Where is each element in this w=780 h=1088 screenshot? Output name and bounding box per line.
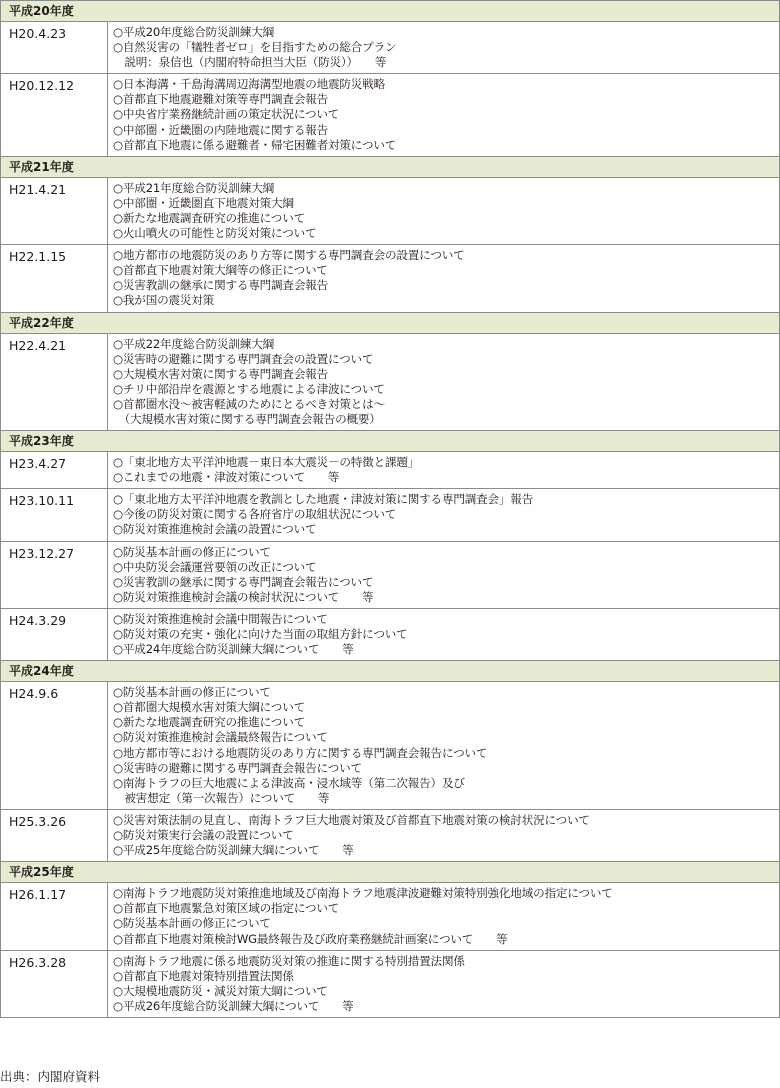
agenda-item: ○平成20年度総合防災訓練大綱 (113, 25, 274, 39)
agenda-item: ○我が国の震災対策 (113, 293, 215, 308)
agenda-item: ○新たな地震調査研究の推進について (113, 210, 305, 225)
agenda-item: （大規模水害対策に関する専門調査会報告の概要） (113, 411, 381, 426)
agenda-item: ○防災対策推進検討会議最終報告について (113, 730, 328, 745)
agenda-list (108, 542, 779, 608)
year-header: 平成22年度 (1, 313, 779, 334)
agenda-item: ○防災基本計画の修正について (113, 916, 271, 931)
agenda-item: ○平成21年度総合防災訓練大綱 (113, 180, 274, 195)
table-row (1, 883, 779, 950)
agenda-item: ○これまでの地震・津波対策について 等 (113, 470, 340, 485)
table-row (1, 810, 779, 862)
agenda-item: ○今後の防災対策に関する各府省庁の取組状況について (113, 507, 397, 522)
agenda-item: ○災害対策法制の見直し、南海トラフ巨大地震対策及び首都直下地震対策の検討状況について (113, 812, 590, 827)
agenda-list (108, 951, 779, 1017)
table-row (1, 74, 779, 156)
agenda-list (108, 883, 779, 949)
meeting-date: H24.9.6 (1, 682, 108, 809)
agenda-item: ○首都直下地震緊急対策区域の指定について (113, 901, 340, 916)
agenda-item: ○新たな地震調査研究の推進について (113, 715, 305, 730)
meeting-date: H26.1.17 (1, 883, 108, 949)
agenda-list (108, 682, 779, 809)
agenda-item: ○中央省庁業務継続計画の策定状況について (113, 107, 340, 122)
meeting-date: H20.4.23 (1, 22, 108, 73)
table-row (1, 489, 779, 541)
table-row (1, 452, 779, 489)
agenda-item: ○地方都市の地震防災のあり方等に関する専門調査会の設置について (113, 248, 465, 263)
agenda-item: ○平成25年度総合防災訓練大綱について 等 (113, 843, 354, 858)
table-row (1, 542, 779, 609)
year-header: 平成24年度 (1, 661, 779, 682)
meeting-date: H24.3.29 (1, 609, 108, 660)
table-row (1, 334, 779, 432)
agenda-item: ○防災対策推進検討会議中間報告について (113, 611, 328, 626)
table-row (1, 178, 779, 245)
agenda-item: ○自然災害の「犠牲者ゼロ」を目指すための総合プラン (113, 40, 397, 55)
agenda-item: ○日本海溝・千島海溝周辺海溝型地震の地震防災戦略 (113, 77, 385, 92)
agenda-item: ○災害教訓の継承に関する専門調査会報告について (113, 574, 374, 589)
agenda-item: ○南海トラフ地震防災対策推進地域及び南海トラフ地震津波避難対策特別強化地域の指定について (113, 886, 613, 901)
agenda-list (108, 452, 779, 488)
agenda-item: ○防災基本計画の修正について (113, 685, 271, 700)
agenda-item: ○平成24年度総合防災訓練大綱について 等 (113, 642, 354, 657)
agenda-item: ○チリ中部沿岸を震源とする地震による津波について (113, 381, 385, 396)
agenda-item: ○大規模地震防災・減災対策大綱について (113, 983, 328, 998)
agenda-item: ○防災対策推進検討会議の設置について (113, 522, 317, 537)
meeting-date: H23.4.27 (1, 452, 108, 488)
agenda-item: ○「東北地方太平洋沖地震－東日本大震災－の特徴と課題」 (113, 455, 420, 470)
agenda-list (108, 334, 779, 431)
agenda-item: 被害想定（第一次報告）について 等 (113, 790, 330, 805)
meeting-date: H22.1.15 (1, 245, 108, 311)
agenda-item: ○首都圏水没～被害軽減のためにとるべき対策とは～ (113, 396, 385, 411)
meeting-date: H23.12.27 (1, 542, 108, 608)
agenda-item: ○首都圏大規模水害対策大綱について (113, 700, 305, 715)
agenda-item: ○首都直下地震対策特別措置法関係 (113, 968, 294, 983)
source-note: 出典：内閣府資料 (0, 1069, 101, 1084)
agenda-item: ○防災対策実行会議の設置について (113, 828, 294, 843)
agenda-item: ○防災対策推進検討会議の検討状況について 等 (113, 589, 374, 604)
agenda-item: ○首都直下地震対策検討WG最終報告及び政府業務継続計画案について 等 (113, 931, 508, 946)
meeting-date: H23.10.11 (1, 489, 108, 540)
meeting-date: H21.4.21 (1, 178, 108, 244)
meeting-date: H20.12.12 (1, 74, 108, 155)
agenda-item: ○南海トラフの巨大地震による津波高・浸水域等（第二次報告）及び (113, 775, 465, 790)
agenda-item: ○平成22年度総合防災訓練大綱 (113, 336, 274, 351)
agenda-item: ○大規模水害対策に関する専門調査会報告 (113, 366, 329, 381)
year-header: 平成21年度 (1, 157, 779, 178)
agenda-list (108, 178, 779, 244)
agenda-item: ○災害教訓の継承に関する専門調査会報告 (113, 278, 329, 293)
year-header: 平成23年度 (1, 431, 779, 452)
meeting-date: H22.4.21 (1, 334, 108, 431)
agenda-item: ○災害時の避難に関する専門調査会の設置について (113, 351, 374, 366)
agenda-list (108, 609, 779, 660)
table-row (1, 245, 779, 312)
year-header: 平成20年度 (1, 1, 779, 22)
agenda-item: ○地方都市等における地震防災のあり方に関する専門調査会報告について (113, 745, 488, 760)
agenda-item: ○中部圏・近畿圏の内陸地震に関する報告 (113, 122, 329, 137)
agenda-item: ○首都直下地震避難対策等専門調査会報告 (113, 92, 329, 107)
agenda-item: ○災害時の避難に関する専門調査会報告について (113, 760, 362, 775)
table-row (1, 951, 779, 1018)
year-header: 平成25年度 (1, 862, 779, 883)
agenda-list (108, 22, 779, 73)
agenda-item: ○中部圏・近畿圏直下地震対策大綱 (113, 195, 294, 210)
agenda-list (108, 245, 779, 311)
agenda-item: ○首都直下地震対策大綱等の修正について (113, 263, 328, 278)
agenda-item: ○火山噴火の可能性と防災対策について (113, 226, 317, 241)
agenda-item: ○南海トラフ地震に係る地震防災対策の推進に関する特別措置法関係 (113, 953, 465, 968)
agenda-item: ○平成26年度総合防災訓練大綱について 等 (113, 998, 354, 1013)
table-row (1, 682, 779, 810)
agenda-item: ○防災基本計画の修正について (113, 544, 271, 559)
table-row (1, 609, 779, 661)
agenda-list (108, 489, 779, 540)
agenda-list (108, 74, 779, 155)
meeting-date: H26.3.28 (1, 951, 108, 1017)
agenda-item: ○中央防災会議運営要領の改正について (113, 559, 317, 574)
meeting-date: H25.3.26 (1, 810, 108, 861)
agenda-item: ○防災対策の充実・強化に向けた当面の取組方針について (113, 627, 408, 641)
agenda-item: ○首都直下地震に係る避難者・帰宅困難者対策について (113, 137, 397, 152)
agenda-item: ○「東北地方太平洋沖地震を教訓とした地震・津波対策に関する専門調査会」報告 (113, 492, 534, 507)
table-row (1, 22, 779, 74)
agenda-item: 説明：泉信也（内閣府特命担当大臣（防災）） 等 (113, 55, 387, 70)
agenda-list (108, 810, 779, 861)
